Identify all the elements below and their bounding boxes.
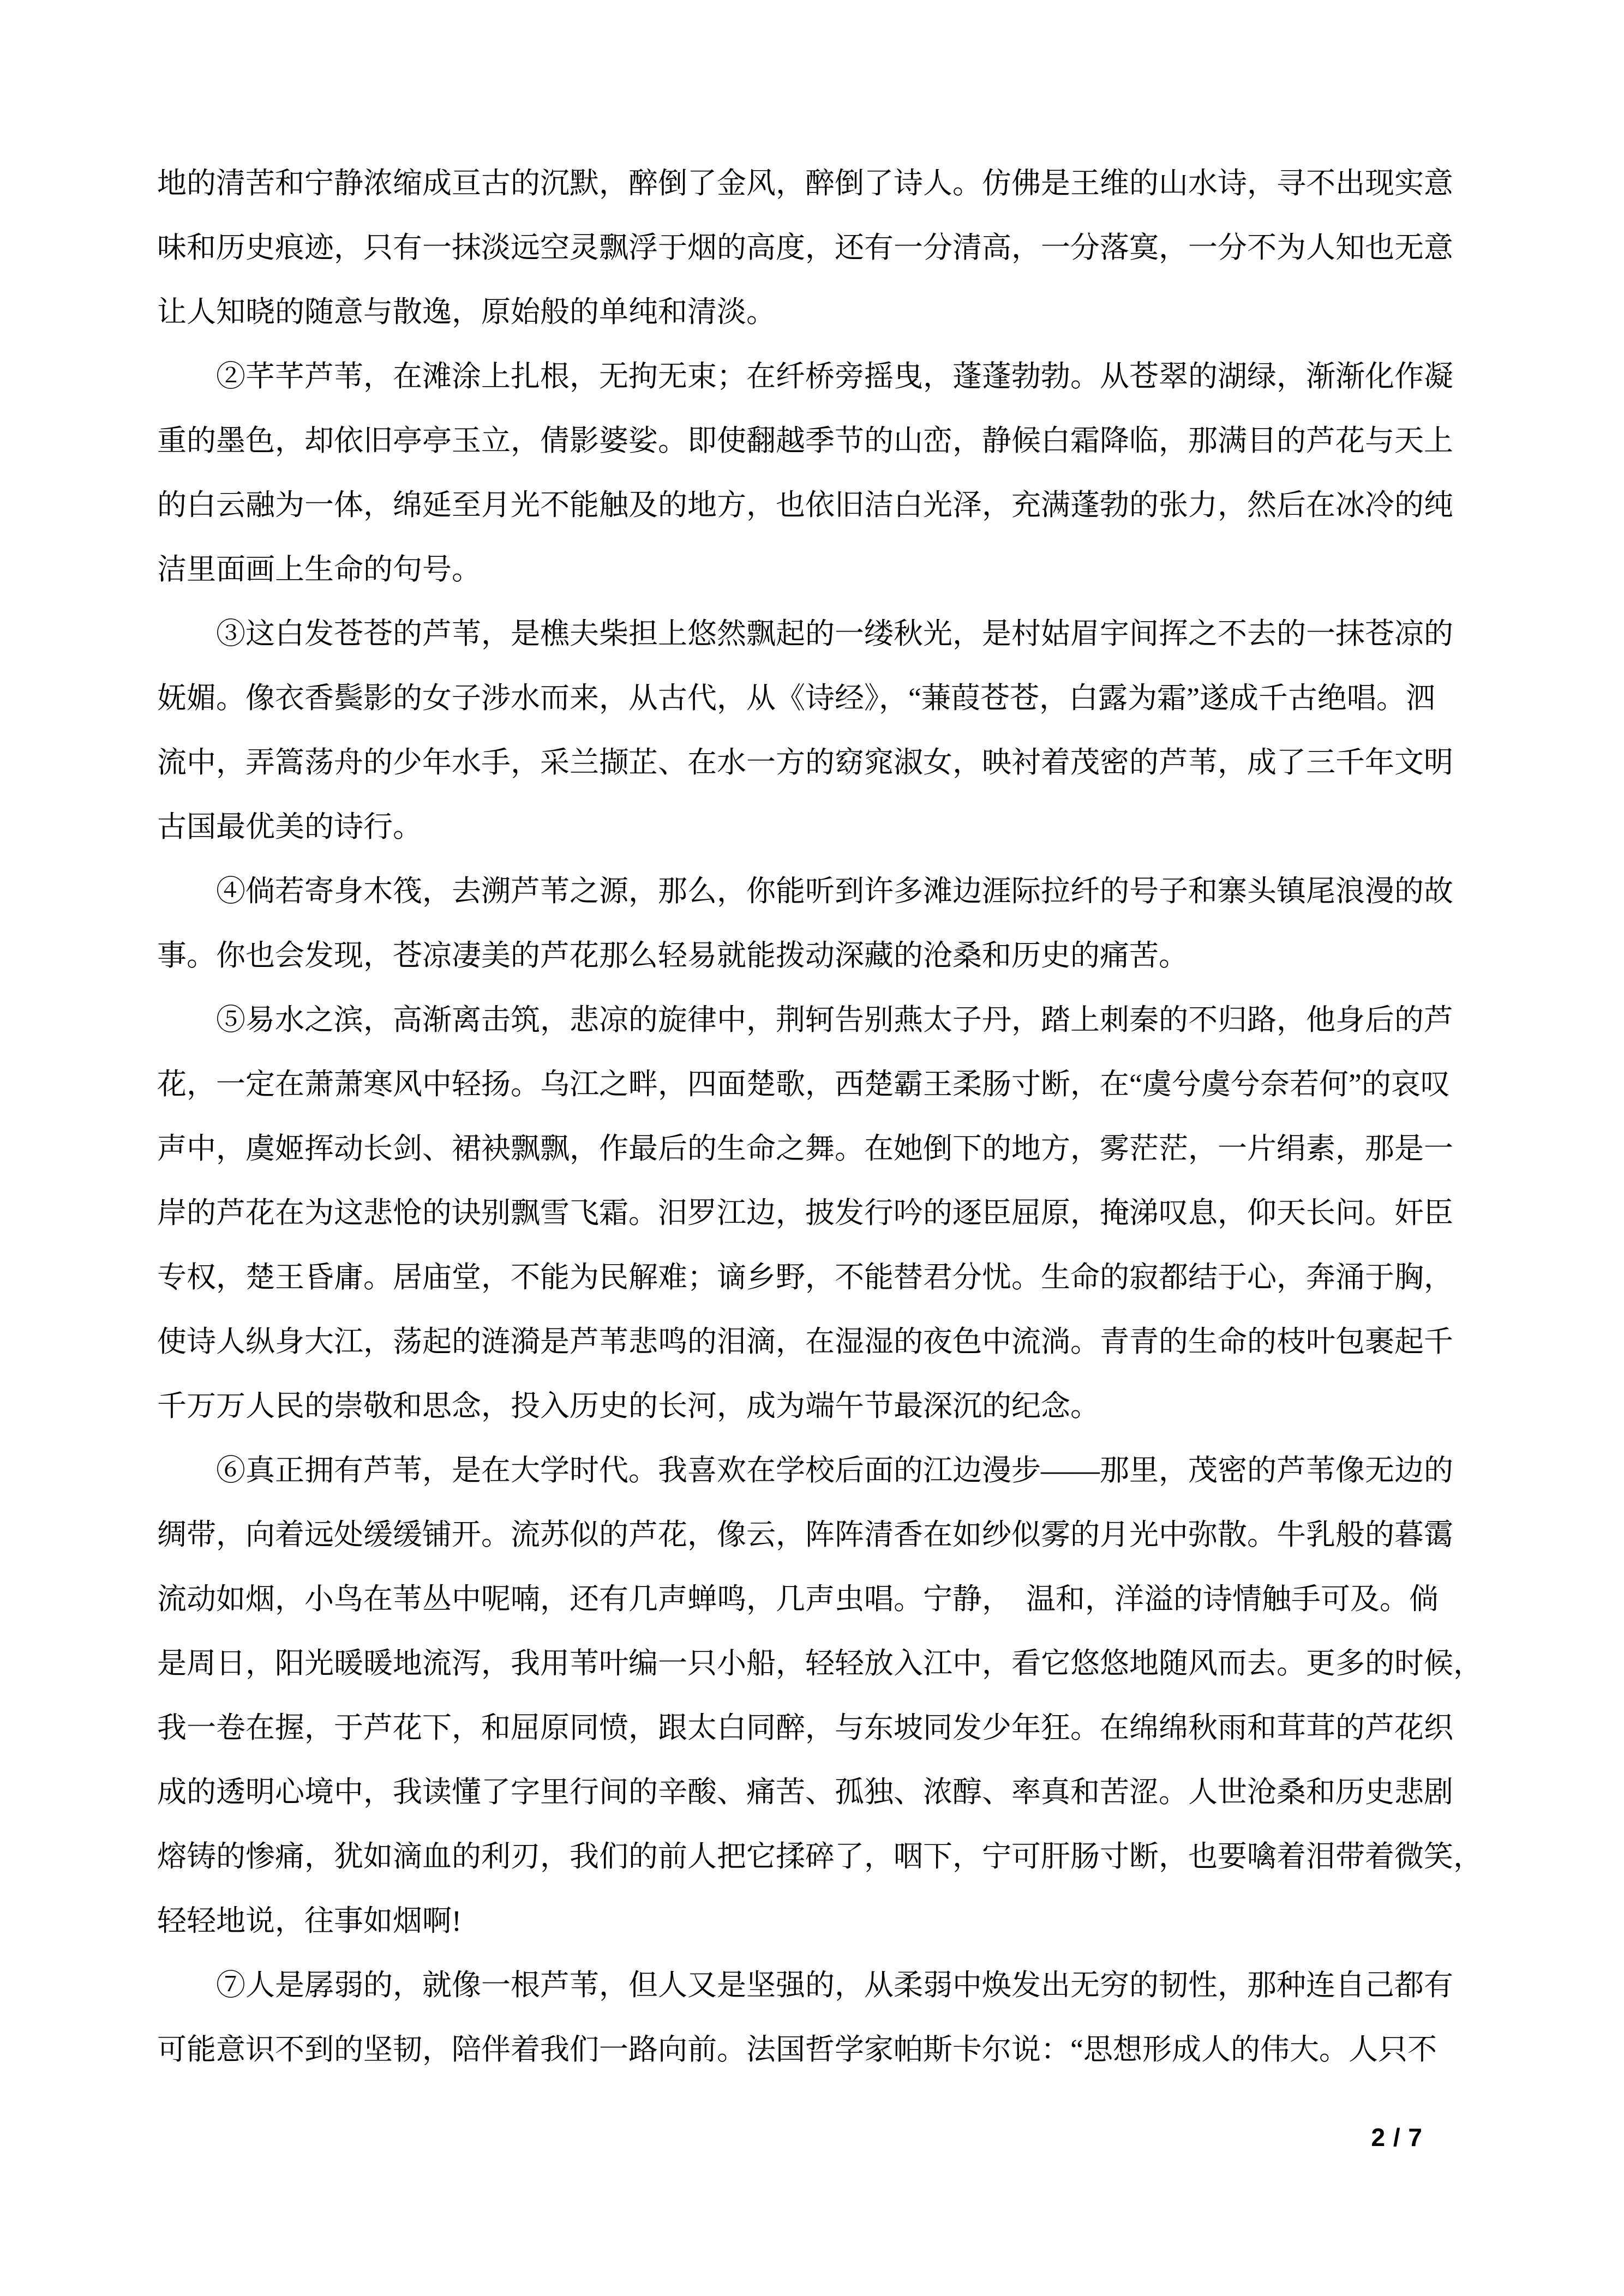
text-line: ⑦人是孱弱的，就像一根芦苇，但人又是坚强的，从柔弱中焕发出无穷的韧性，那种连自己都有 bbox=[216, 1969, 1453, 2002]
text-line: 流中，弄篙荡舟的少年水手，采兰撷芷、在水一方的窈窕淑女，映衬着茂密的芦苇，成了三千年文明 bbox=[157, 746, 1453, 779]
text-line: 是周日，阳光暖暖地流泻，我用苇叶编一只小船，轻轻放入江中，看它悠悠地随风而去。更多的时候， bbox=[157, 1647, 1483, 1680]
text-line: 熔铸的惨痛，犹如滴血的利刃，我们的前人把它揉碎了，咽下，宁可肝肠寸断，也要噙着泪带着微笑， bbox=[157, 1840, 1483, 1873]
text-line: 妩媚。像衣香鬓影的女子涉水而来，从古代，从《诗经》，“蒹葭苍苍，白露为霜”遂成千古绝唱。泗 bbox=[157, 682, 1435, 714]
text-line: 花，一定在萧萧寒风中轻扬。乌江之畔，四面楚歌，西楚霸王柔肠寸断，在“虞兮虞兮奈若何”的哀叹 bbox=[157, 1068, 1450, 1101]
text-line: 使诗人纵身大江，荡起的涟漪是芦苇悲鸣的泪滴，在湿湿的夜色中流淌。青青的生命的枝叶包裹起千 bbox=[157, 1325, 1453, 1358]
text-line: 绸带，向着远处缓缓铺开。流苏似的芦花，像云，阵阵清香在如纱似雾的月光中弥散。牛乳般的暮霭 bbox=[157, 1518, 1453, 1551]
document-body bbox=[157, 151, 1483, 2082]
text-line: 岸的芦花在为这悲怆的诀别飘雪飞霜。汨罗江边，披发行吟的逐臣屈原，掩涕叹息，仰天长问。奸臣 bbox=[157, 1197, 1453, 1229]
text-line: 千万万人民的崇敬和思念，投入历史的长河，成为端午节最深沉的纪念。 bbox=[157, 1390, 1100, 1422]
text-line: ⑤易水之滨，高渐离击筑，悲凉的旋律中，荆轲告别燕太子丹，踏上刺秦的不归路，他身后的芦 bbox=[216, 1003, 1453, 1036]
text-line: 古国最优美的诗行。 bbox=[157, 810, 422, 843]
text-line: 我一卷在握，于芦花下，和屈原同愤，跟太白同醉，与东坡同发少年狂。在绵绵秋雨和茸茸的芦花织 bbox=[157, 1711, 1453, 1744]
text-line: 轻轻地说，往事如烟啊! bbox=[157, 1904, 462, 1937]
text-line: ④倘若寄身木筏，去溯芦苇之源，那么，你能听到许多滩边涯际拉纤的号子和寨头镇尾浪漫的故 bbox=[216, 875, 1453, 907]
text-line: 可能意识不到的坚韧，陪伴着我们一路向前。法国哲学家帕斯卡尔说：“思想形成人的伟大。人只不 bbox=[157, 2033, 1437, 2066]
text-line: 专权，楚王昏庸。居庙堂，不能为民解难；谪乡野，不能替君分忧。生命的寂都结于心，奔涌于胸， bbox=[157, 1261, 1453, 1294]
text-line: ②芊芊芦苇，在滩涂上扎根，无拘无束；在纤桥旁摇曳，蓬蓬勃勃。从苍翠的湖绿，渐渐化作凝 bbox=[216, 360, 1453, 393]
text-line: 的白云融为一体，绵延至月光不能触及的地方，也依旧洁白光泽，充满蓬勃的张力，然后在冰冷的纯 bbox=[157, 489, 1453, 521]
text-line: 地的清苦和宁静浓缩成亘古的沉默，醉倒了金风，醉倒了诗人。仿佛是王维的山水诗，寻不出现实意 bbox=[157, 167, 1453, 200]
text-line: 重的墨色，却依旧亭亭玉立，倩影婆娑。即使翻越季节的山峦，静候白霜降临，那满目的芦花与天上 bbox=[157, 424, 1453, 457]
text-line: 成的透明心境中，我读懂了字里行间的辛酸、痛苦、孤独、浓醇、率真和苦涩。人世沧桑和历史悲剧 bbox=[157, 1776, 1453, 1808]
text-line: ⑥真正拥有芦苇，是在大学时代。我喜欢在学校后面的江边漫步——那里，茂密的芦苇像无边的 bbox=[216, 1454, 1453, 1487]
text-line: 事。你也会发现，苍凉凄美的芦花那么轻易就能拨动深藏的沧桑和历史的痛苦。 bbox=[157, 939, 1188, 972]
text-line: 让人知晓的随意与散逸，原始般的单纯和清淡。 bbox=[157, 296, 776, 328]
text-line: 洁里面画上生命的句号。 bbox=[157, 553, 481, 586]
page-number: 2 / 7 bbox=[1371, 2123, 1423, 2151]
text-line: ③这白发苍苍的芦苇，是樵夫柴担上悠然飘起的一缕秋光，是村姑眉宇间挥之不去的一抹苍凉的 bbox=[216, 617, 1453, 650]
text-line: 声中，虞姬挥动长剑、裙袂飘飘，作最后的生命之舞。在她倒下的地方，雾茫茫，一片绢素，那是一 bbox=[157, 1132, 1453, 1165]
text-line: 流动如烟，小鸟在苇丛中呢喃，还有几声蝉鸣，几声虫唱。宁静， 温和，洋溢的诗情触手可及。倘 bbox=[157, 1583, 1439, 1615]
text-line: 味和历史痕迹，只有一抹淡远空灵飘浮于烟的高度，还有一分清高，一分落寞，一分不为人知也无意 bbox=[157, 231, 1453, 264]
